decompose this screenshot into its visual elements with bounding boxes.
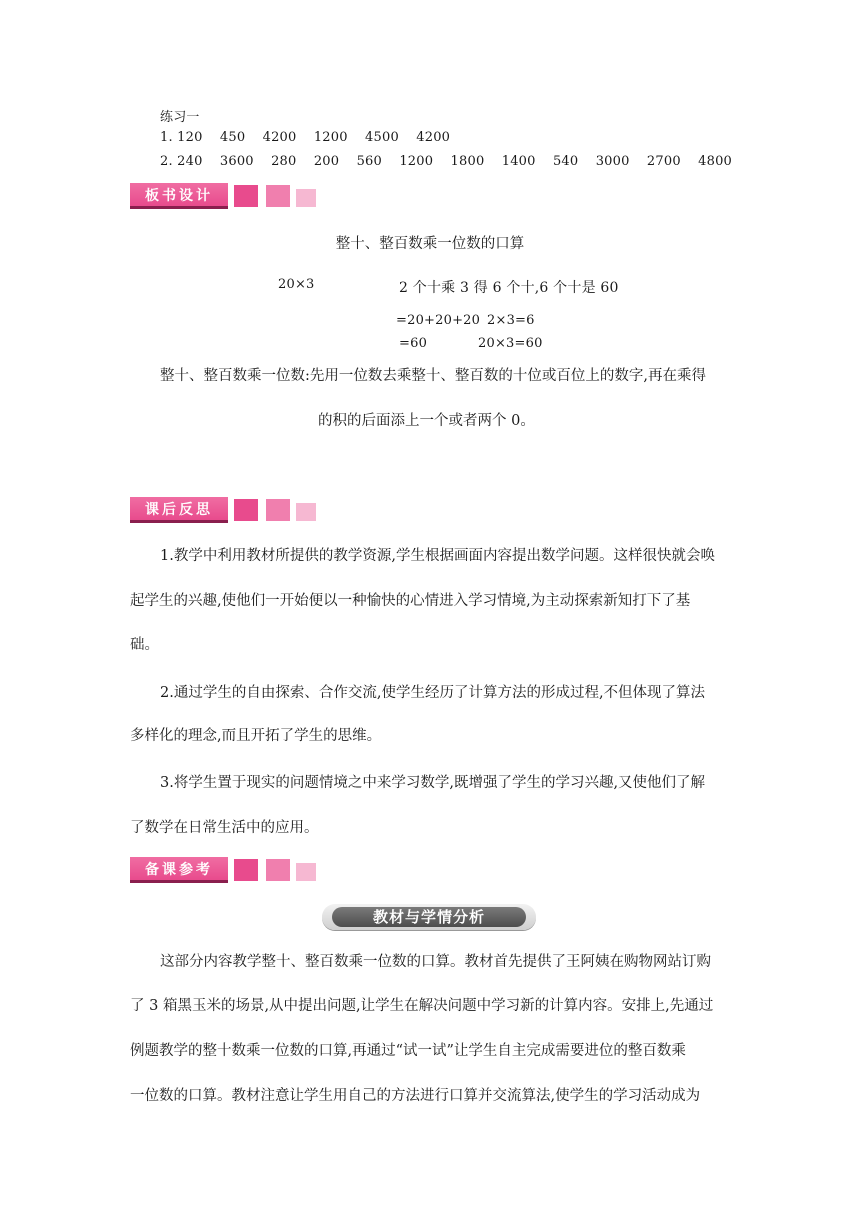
board-step-2-calc: 20×3=60	[478, 336, 543, 351]
reflection-p3-line-1: 3.将学生置于现实的问题情境之中来学习数学,既增强了学生的学习兴趣,又使他们了解	[160, 775, 706, 791]
decor-square	[266, 499, 290, 521]
exercise-title: 练习一	[160, 110, 200, 125]
board-step-2: =60	[399, 336, 428, 351]
board-rule-line-1: 整十、整百数乘一位数:先用一位数去乘整十、整百数的十位或百位上的数字,再在乘得	[160, 368, 706, 384]
section-label: 板书设计	[130, 183, 228, 209]
board-step-1: =20+20+20	[396, 313, 481, 328]
board-rule-line-2: 的积的后面添上一个或者两个 0。	[318, 413, 535, 429]
reflection-p1-line-1: 1.教学中利用教材所提供的教学资源,学生根据画面内容提出数学问题。这样很快就会唤	[160, 548, 715, 564]
decor-square	[296, 863, 316, 881]
reflection-p2-line-1: 2.通过学生的自由探索、合作交流,使学生经历了计算方法的形成过程,不但体现了算法	[160, 685, 706, 701]
board-expression: 20×3	[278, 277, 315, 292]
analysis-line-4: 一位数的口算。教材注意让学生用自己的方法进行口算并交流算法,使学生的学习活动成为	[130, 1088, 701, 1104]
board-explanation: 2 个十乘 3 得 6 个十,6 个十是 60	[399, 280, 619, 296]
reflection-p3-line-2: 了数学在日常生活中的应用。	[130, 820, 319, 836]
decor-square	[234, 499, 258, 521]
decor-square	[296, 503, 316, 521]
decor-square	[266, 185, 290, 207]
analysis-line-1: 这部分内容教学整十、整百数乘一位数的口算。教材首先提供了王阿姨在购物网站订购	[160, 954, 711, 970]
exercise-answer-line-2: 2. 240 3600 280 200 560 1200 1800 1400 540 3000 2700 4800	[160, 154, 733, 169]
decor-square	[234, 185, 258, 207]
section-label: 课后反思	[130, 497, 228, 523]
analysis-badge	[322, 904, 536, 930]
decor-square	[296, 189, 316, 207]
board-step-1-calc: 2×3=6	[487, 313, 535, 328]
decor-square	[234, 859, 258, 881]
reflection-p1-line-3: 础。	[130, 637, 159, 653]
section-label: 备课参考	[130, 857, 228, 883]
badge-label: 教材与学情分析	[332, 907, 526, 927]
reflection-p2-line-2: 多样化的理念,而且开拓了学生的思维。	[130, 728, 382, 744]
exercise-answer-line-1: 1. 120 450 4200 1200 4500 4200	[160, 130, 451, 145]
analysis-line-2: 了 3 箱黑玉米的场景,从中提出问题,让学生在解决问题中学习新的计算内容。安排上,先通过	[130, 998, 714, 1014]
reflection-p1-line-2: 起学生的兴趣,使他们一开始便以一种愉快的心情进入学习情境,为主动探索新知打下了基	[130, 593, 691, 609]
board-title: 整十、整百数乘一位数的口算	[335, 236, 525, 252]
decor-square	[266, 859, 290, 881]
analysis-line-3: 例题教学的整十数乘一位数的口算,再通过“试一试”让学生自主完成需要进位的整百数乘	[130, 1043, 686, 1059]
